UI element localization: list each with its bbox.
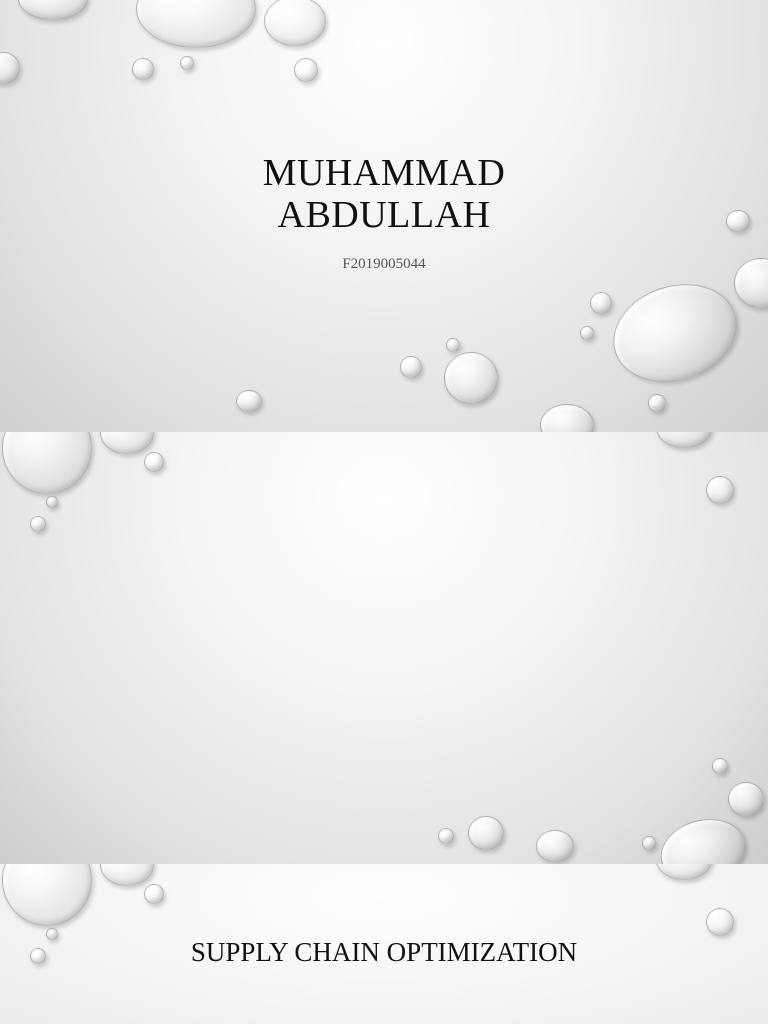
water-drop-decoration <box>180 56 194 70</box>
water-drop-decoration <box>100 864 154 886</box>
water-drop-decoration <box>653 810 752 864</box>
water-drop-decoration <box>656 864 712 880</box>
water-drop-decoration <box>468 816 504 850</box>
water-drop-decoration <box>30 516 46 532</box>
water-drop-decoration <box>100 432 154 454</box>
water-drop-decoration <box>712 758 728 774</box>
water-drop-decoration <box>132 58 154 80</box>
slide-heading: SUPPLY CHAIN OPTIMIZATION <box>190 937 578 967</box>
water-drop-decoration <box>136 0 256 48</box>
water-drop-decoration <box>446 338 460 352</box>
presenter-name-line-1: MUHAMMAD <box>262 152 506 194</box>
water-drop-decoration <box>438 828 454 844</box>
water-drop-decoration <box>2 432 92 494</box>
water-drop-decoration <box>2 864 92 926</box>
slide-performance-measures <box>0 432 768 864</box>
water-drop-decoration <box>0 52 20 84</box>
water-drop-decoration <box>264 0 326 46</box>
presenter-name-line-2: ABDULLAH <box>277 194 491 236</box>
water-drop-decoration <box>444 352 498 404</box>
presenter-name <box>0 152 768 236</box>
water-drop-decoration <box>590 292 612 314</box>
water-drop-decoration <box>400 356 422 378</box>
water-drop-decoration <box>656 432 712 448</box>
water-drop-decoration <box>706 476 734 504</box>
water-drop-decoration <box>46 496 58 508</box>
water-drop-decoration <box>144 452 164 472</box>
slide-title <box>0 0 768 432</box>
slide-optimization <box>0 864 768 1024</box>
water-drop-decoration <box>601 269 750 397</box>
water-drop-decoration <box>706 908 734 936</box>
water-drop-decoration <box>642 836 656 850</box>
water-drop-decoration <box>294 58 318 82</box>
water-drop-decoration <box>18 0 88 20</box>
water-drop-decoration <box>144 884 164 904</box>
water-drop-decoration <box>648 394 666 412</box>
student-id: F2019005044 <box>342 256 426 272</box>
water-drop-decoration <box>540 404 594 432</box>
water-drop-decoration <box>236 390 262 412</box>
water-drop-decoration <box>536 830 574 862</box>
water-drop-decoration <box>728 782 764 816</box>
water-drop-decoration <box>580 326 594 340</box>
